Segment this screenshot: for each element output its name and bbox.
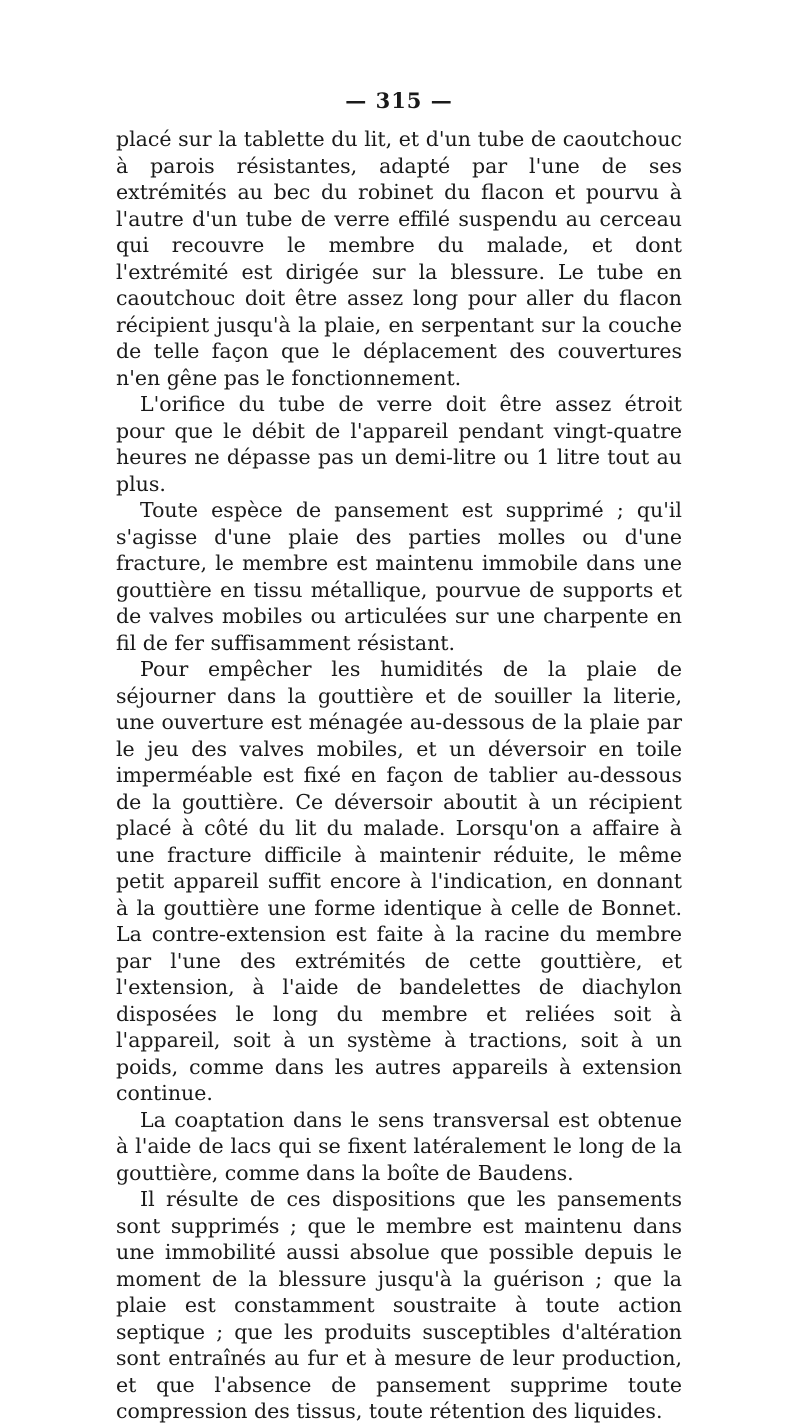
paragraph: L'orifice du tube de verre doit être assez étroit pour que le débit de l'appareil pendant vingt-quatre heures ne dépasse pas un demi-litre ou 1 litre tout au plus. xyxy=(116,392,682,496)
paragraph: placé sur la tablette du lit, et d'un tube de caoutchouc à parois résistantes, adapté par l'une de ses extrémités au bec du robinet du flacon et pourvu à l'autre d'un tube de verre effilé suspendu au cerceau qui recouvre le membre du malade, et dont l'extrémité est dirigée sur la blessure. Le tube en caoutchouc doit être assez long pour aller du flacon récipient jusqu'à la plaie, en serpentant sur la couche de telle façon que le déplacement des couvertures n'en gêne pas le fonctionnement. xyxy=(116,127,682,390)
paragraph: Toute espèce de pansement est supprimé ; qu'il s'agisse d'une plaie des parties molles ou d'une fracture, le membre est maintenu immobile dans une gouttière en tissu métallique, pourvue de supports et de valves mobiles ou articulées sur une charpente en fil de fer suffisamment résistant. xyxy=(116,498,682,655)
document-page xyxy=(116,86,682,1425)
page-number: — 315 — xyxy=(345,88,453,113)
paragraph: Pour empêcher les humidités de la plaie de séjourner dans la gouttière et de souiller la literie, une ouverture est ménagée au-dessous de la plaie par le jeu des valves mobiles, et un déversoir en toile imperméable est fixé en façon de tablier au-dessous de la gouttière. Ce déversoir aboutit à un récipient placé à côté du lit du malade. Lorsqu'on a affaire à une fracture difficile à maintenir réduite, le même petit appareil suffit encore à l'indication, en donnant à la gouttière une forme identique à celle de Bonnet. La contre-extension est faite à la racine du membre par l'une des extrémités de cette gouttière, et l'extension, à l'aide de bandelettes de diachylon disposées le long du membre et reliées soit à l'appareil, soit à un système à tractions, soit à un poids, comme dans les autres appareils à extension continue. xyxy=(116,657,682,1105)
paragraph: Il résulte de ces dispositions que les pansements sont supprimés ; que le membre est maintenu dans une immobilité aussi absolue que possible depuis le moment de la blessure jusqu'à la guérison ; que la plaie est constamment soustraite à toute action septique ; que les produits susceptibles d'altération sont entraînés au fur et à mesure de leur production, et que l'absence de pansement supprime toute compression des tissus, toute rétention des liquides. xyxy=(116,1187,682,1423)
paragraph: La coaptation dans le sens transversal est obtenue à l'aide de lacs qui se fixent latéralement le long de la gouttière, comme dans la boîte de Baudens. xyxy=(116,1107,682,1185)
